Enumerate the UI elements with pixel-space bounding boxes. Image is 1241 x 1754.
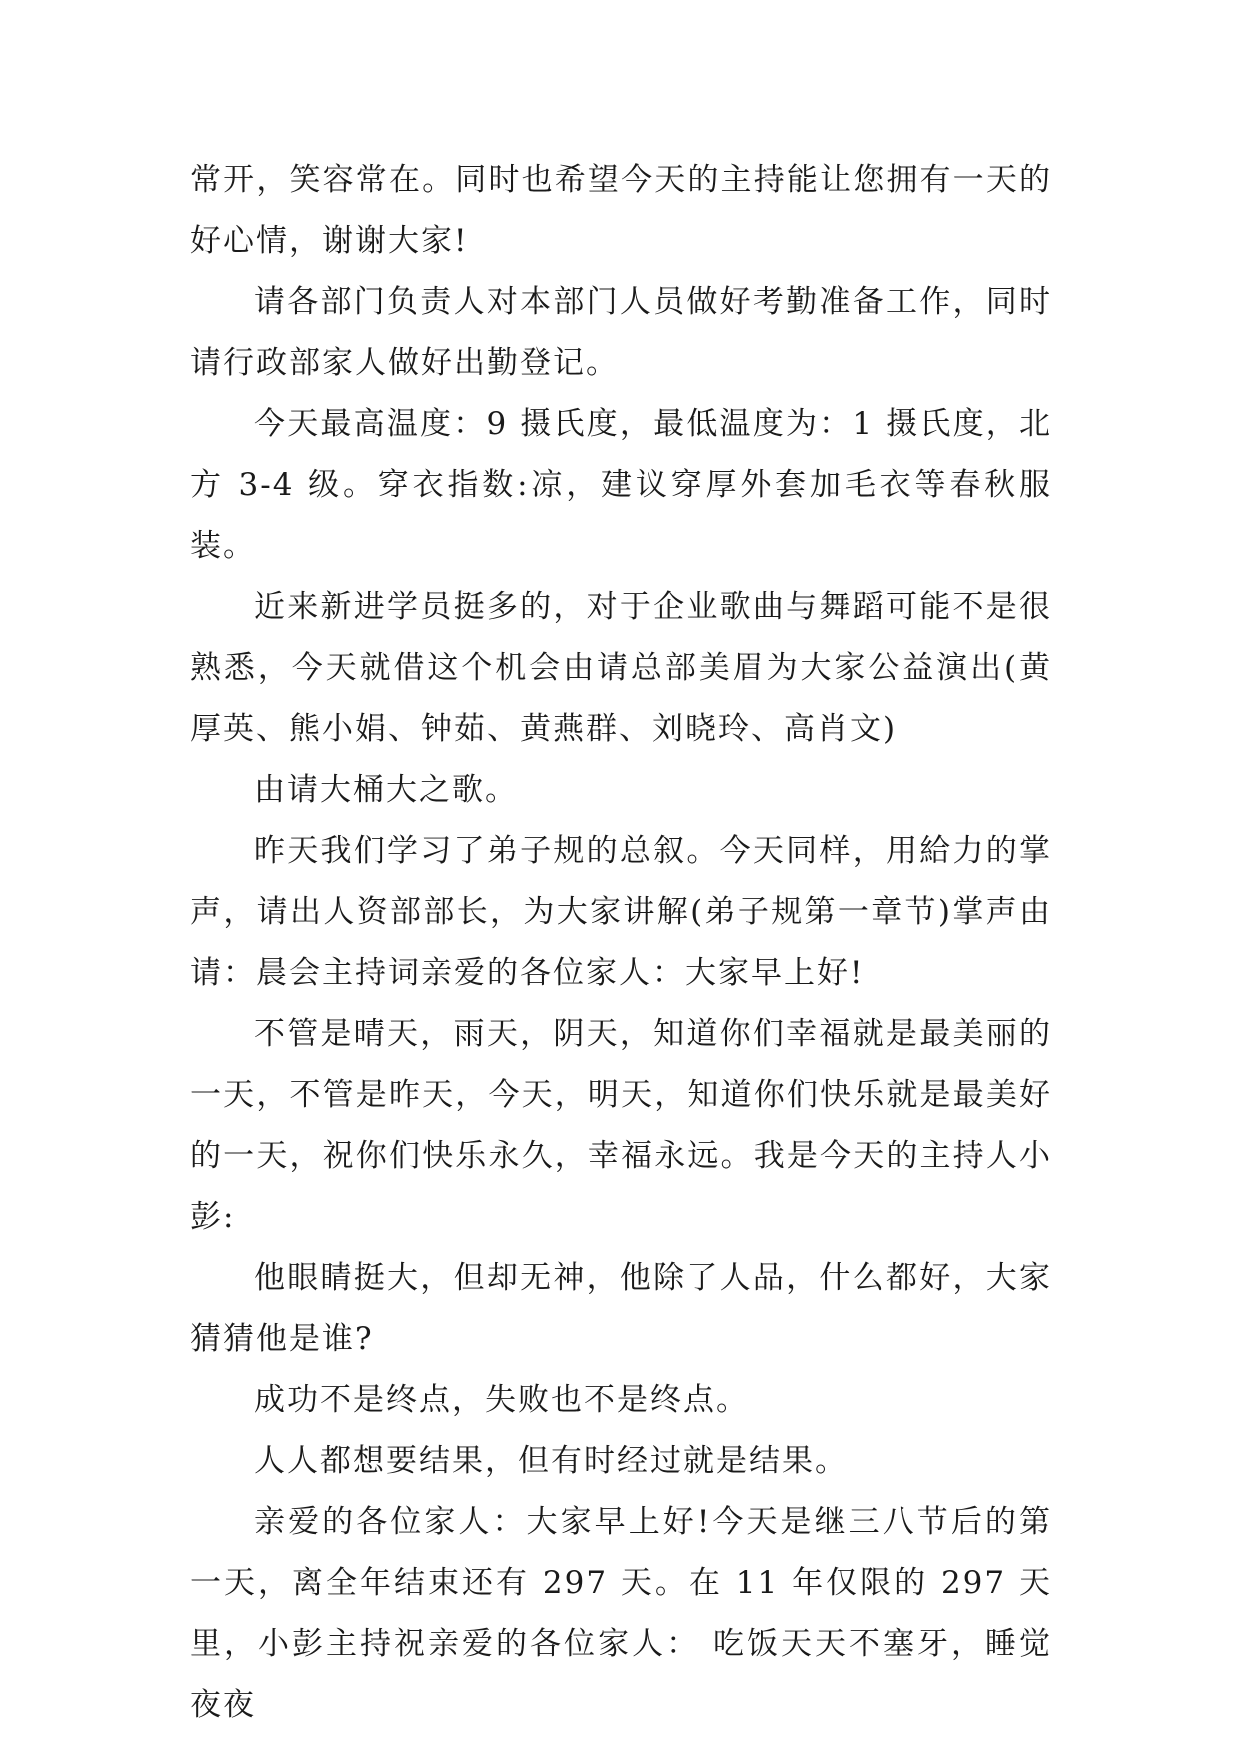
paragraph: 他眼睛挺大，但却无神，他除了人品，什么都好，大家猜猜他是谁? [190, 1260, 1052, 1357]
paragraph: 请各部门负责人对本部门人员做好考勤准备工作，同时请行政部家人做好出勤登记。 [190, 284, 1052, 381]
paragraph: 不管是晴天，雨天，阴天，知道你们幸福就是最美丽的一天，不管是昨天，今天，明天，知道你们快乐就是最美好的一天，祝你们快乐永久，幸福永远。我是今天的主持人小彭: [190, 1016, 1052, 1235]
paragraph: 人人都想要结果，但有时经过就是结果。 [254, 1443, 848, 1479]
paragraph: 今天最高温度：9 摄氏度，最低温度为：1 摄氏度，北方 3-4 级。穿衣指数:凉，建议穿厚外套加毛衣等春秋服装。 [190, 406, 1052, 564]
paragraph: 近来新进学员挺多的，对于企业歌曲与舞蹈可能不是很熟悉，今天就借这个机会由请总部美眉为大家公益演出(黄厚英、熊小娟、钟茹、黄燕群、刘晓玲、高肖文) [190, 589, 1052, 747]
paragraph: 常开，笑容常在。同时也希望今天的主持能让您拥有一天的好心情，谢谢大家! [190, 162, 1052, 259]
paragraph: 成功不是终点，失败也不是终点。 [254, 1382, 749, 1418]
paragraph: 由请大桶大之歌。 [254, 772, 518, 808]
paragraph: 昨天我们学习了弟子规的总叙。今天同样，用給力的掌声，请出人资部部长，为大家讲解(弟子规第一章节)掌声由请：晨会主持词亲爱的各位家人：大家早上好! [190, 833, 1052, 991]
document-body [190, 150, 1052, 1736]
paragraph: 亲爱的各位家人：大家早上好!今天是继三八节后的第一天，离全年结束还有 297 天。在 11 年仅限的 297 天里，小彭主持祝亲爱的各位家人： 吃饭天天不塞牙，睡觉夜夜 [190, 1504, 1052, 1723]
